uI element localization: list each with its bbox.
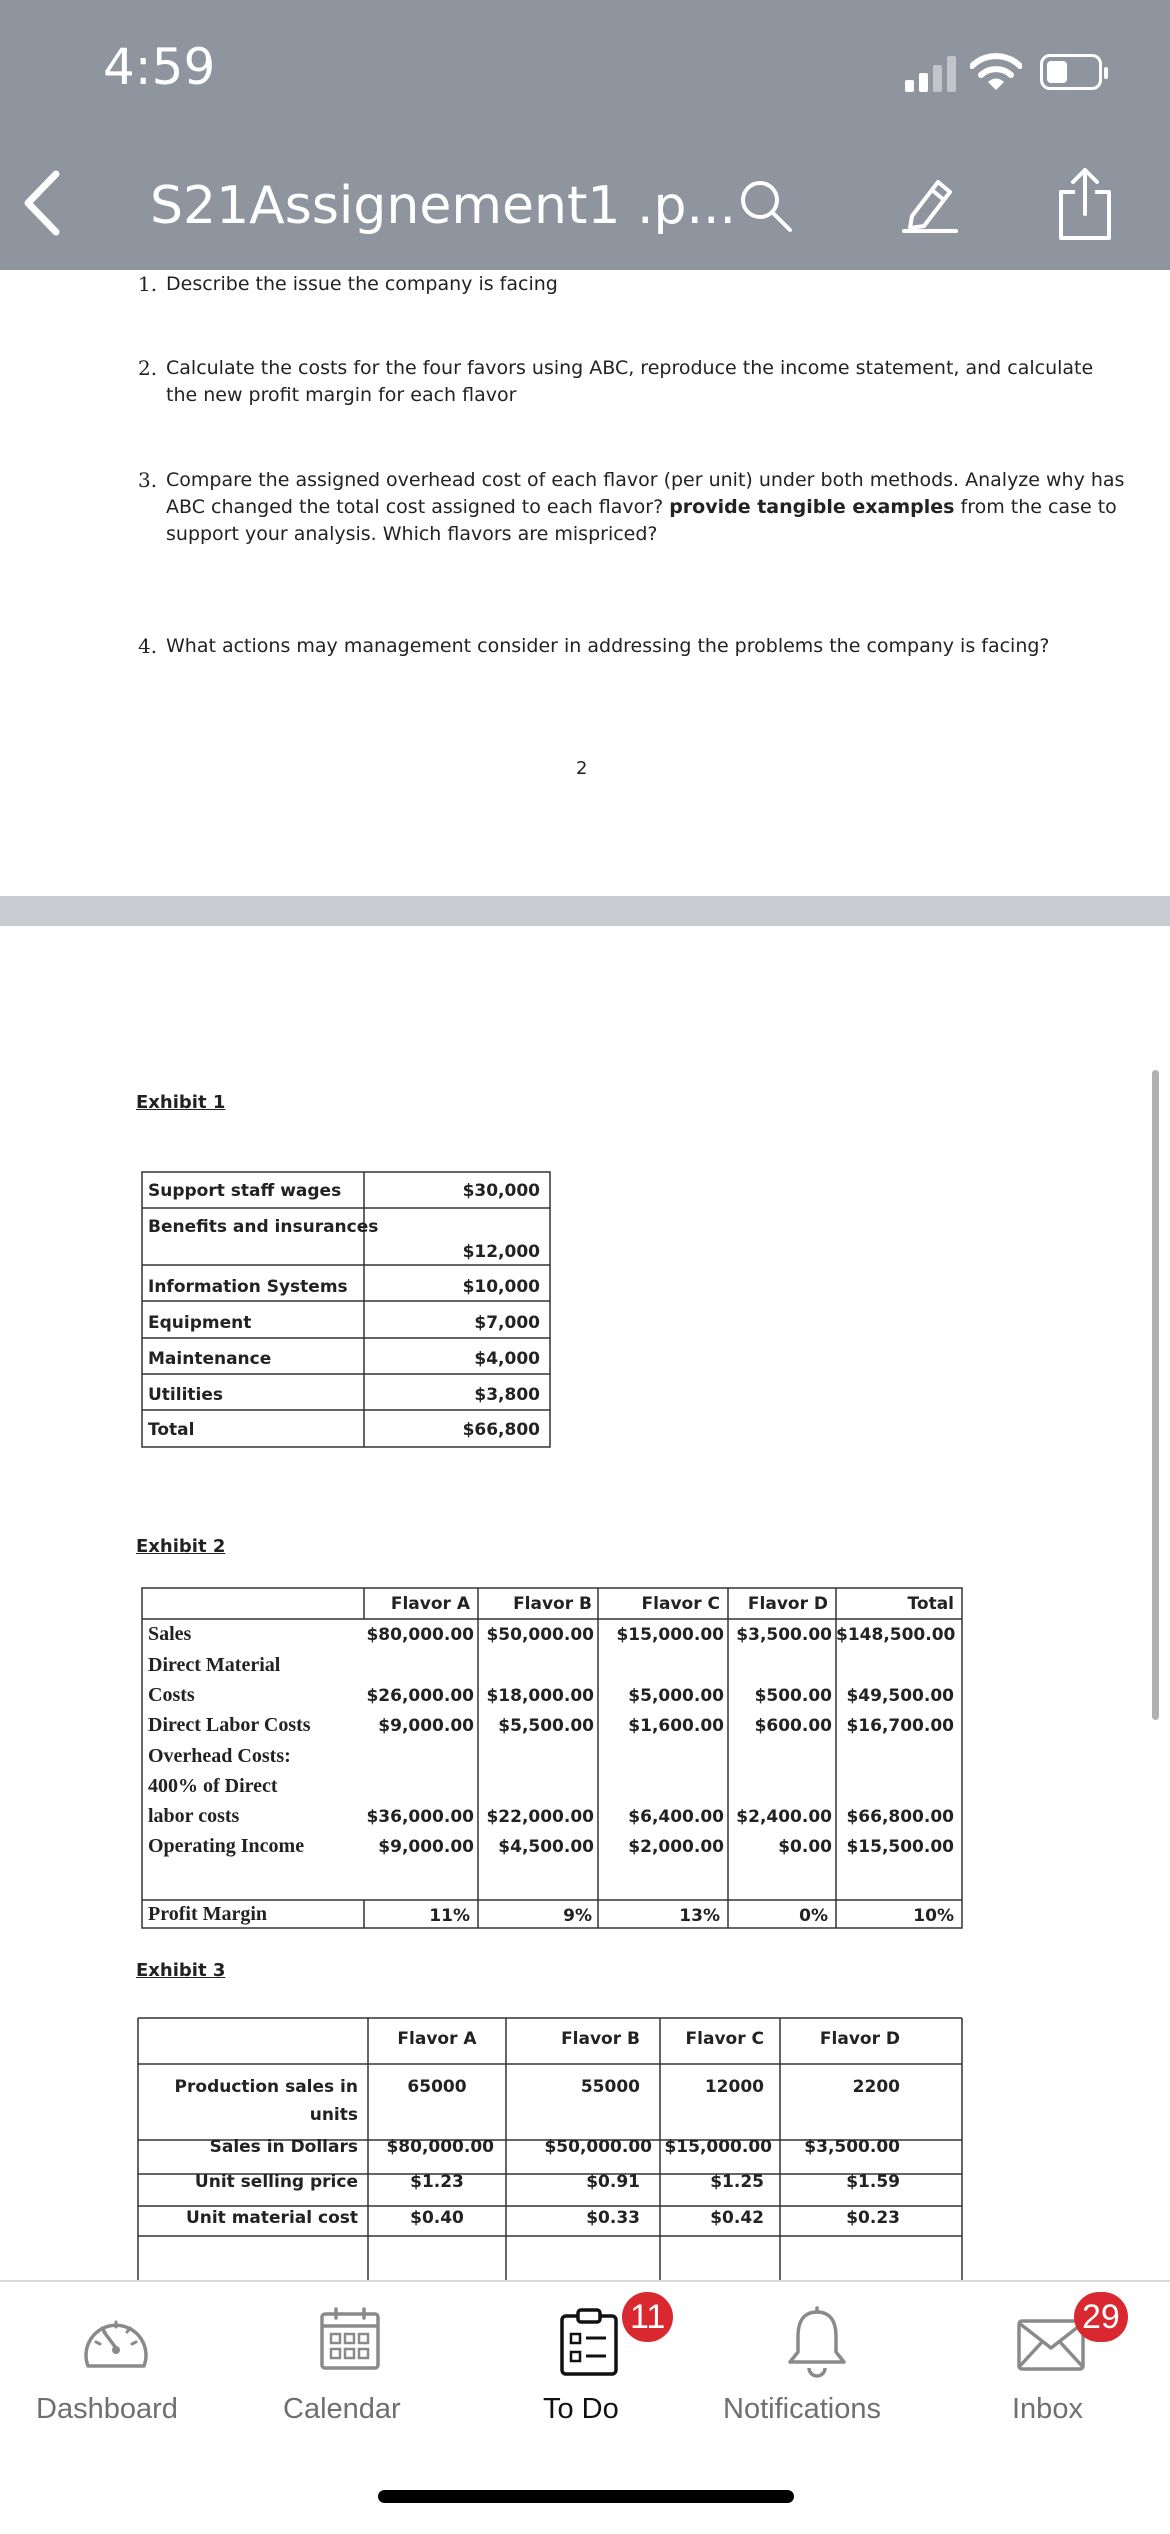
table-cell-value: $5,000.00: [628, 1686, 724, 1706]
todo-badge: 11: [622, 2292, 673, 2342]
table-cell-value: $18,000.00: [486, 1686, 594, 1706]
question-number: 3.: [138, 468, 158, 492]
table-cell-value: $0.42: [710, 2208, 764, 2228]
table-cell-value: $0.00: [778, 1837, 832, 1857]
table-cell-value: $1.25: [710, 2172, 764, 2192]
table-cell-value: 11%: [429, 1906, 470, 1926]
table-cell-value: $2,000.00: [628, 1837, 724, 1857]
table-cell-value: 10%: [913, 1906, 954, 1926]
table-cell-value: 2200: [852, 2077, 900, 2097]
question-text: Describe the issue the company is facing: [166, 273, 558, 295]
row-label: Direct Labor Costs: [148, 1714, 311, 1736]
question-text: Compare the assigned overhead cost of each flavor (per unit) under both methods. Analyze why has ABC changed the total cost assigned to each flavor? provide tangible examples from the case to support your analysis. Which flavors are mispriced?: [166, 469, 1125, 545]
exhibit-2-title: Exhibit 2: [136, 1536, 226, 1557]
table-cell-value: $12,000: [462, 1242, 540, 1262]
table-cell-value: $15,000.00: [664, 2137, 772, 2157]
table-cell-value: $148,500.00: [836, 1625, 956, 1645]
row-label: units: [309, 2105, 358, 2125]
column-header: Flavor D: [747, 1594, 828, 1614]
table-cell-label: Maintenance: [148, 1349, 272, 1369]
table-cell-value: 0%: [799, 1906, 828, 1926]
todo-list-icon: [558, 2308, 620, 2378]
table-cell-label: Total: [148, 1420, 195, 1440]
table-cell-value: $66,800.00: [846, 1807, 954, 1827]
table-cell-value: $50,000.00: [486, 1625, 594, 1645]
row-label: Unit selling price: [194, 2172, 358, 2192]
column-header: Flavor A: [390, 1594, 470, 1614]
table-cell-value: $2,400.00: [736, 1807, 832, 1827]
question-number: 1.: [138, 272, 158, 296]
table-cell-label: Utilities: [148, 1385, 224, 1405]
table-cell-value: $500.00: [754, 1686, 832, 1706]
row-label: Profit Margin: [148, 1903, 268, 1925]
dashboard-gauge-icon: [80, 2312, 152, 2372]
row-label: Costs: [148, 1684, 195, 1706]
row-label: Unit material cost: [185, 2208, 358, 2228]
table-cell-value: $0.33: [586, 2208, 640, 2228]
table-cell-label: Equipment: [148, 1313, 252, 1333]
table-cell-value: $1.23: [410, 2172, 464, 2192]
document-title: S21Assignement1 .p...: [150, 176, 737, 236]
row-label: Sales: [148, 1623, 192, 1645]
table-cell-value: $0.40: [410, 2208, 464, 2228]
calendar-icon: [318, 2306, 382, 2372]
table-cell-value: $5,500.00: [498, 1716, 594, 1736]
table-cell-value: $4,500.00: [498, 1837, 594, 1857]
page-number: 2: [576, 758, 588, 779]
table-cell-value: $1,600.00: [628, 1716, 724, 1736]
tab-label: Notifications: [723, 2393, 881, 2425]
table-cell-value: $3,500.00: [804, 2137, 900, 2157]
row-label: Operating Income: [148, 1835, 305, 1857]
column-header: Flavor B: [513, 1594, 592, 1614]
table-cell-label: Benefits and insurances: [148, 1217, 379, 1237]
column-header: Flavor C: [641, 1594, 720, 1614]
tab-label: Dashboard: [36, 2393, 178, 2425]
table-cell-value: $16,700.00: [846, 1716, 954, 1736]
tab-label: To Do: [543, 2393, 619, 2425]
table-cell-value: $10,000: [462, 1277, 540, 1297]
table-cell-value: 13%: [679, 1906, 720, 1926]
column-header: Flavor D: [819, 2029, 900, 2049]
table-cell-value: $4,000: [474, 1349, 540, 1369]
table-cell-value: 55000: [580, 2077, 640, 2097]
exhibit-3-title: Exhibit 3: [136, 1960, 226, 1981]
table-cell-value: $9,000.00: [378, 1837, 474, 1857]
table-cell-value: $3,500.00: [736, 1625, 832, 1645]
scrollbar-thumb[interactable]: [1152, 1070, 1159, 1720]
table-cell-value: $600.00: [754, 1716, 832, 1736]
table-cell-value: $80,000.00: [366, 1625, 474, 1645]
table-cell-value: $9,000.00: [378, 1716, 474, 1736]
status-time: 4:59: [103, 38, 216, 96]
row-label: Production sales in: [174, 2077, 358, 2097]
question-number: 2.: [138, 356, 158, 380]
table-cell-value: $30,000: [462, 1181, 540, 1201]
table-cell-value: 9%: [563, 1906, 592, 1926]
home-indicator[interactable]: [378, 2490, 794, 2503]
question-number: 4.: [138, 634, 158, 658]
question-text: What actions may management consider in addressing the problems the company is facing?: [166, 635, 1050, 657]
table-cell-value: $50,000.00: [544, 2137, 652, 2157]
table-cell-value: 65000: [407, 2077, 467, 2097]
table-cell-value: $15,000.00: [616, 1625, 724, 1645]
table-cell-value: 12000: [704, 2077, 764, 2097]
column-header: Flavor B: [561, 2029, 640, 2049]
column-header: Flavor A: [397, 2029, 477, 2049]
row-label: labor costs: [148, 1805, 240, 1827]
tab-label: Calendar: [283, 2393, 401, 2425]
inbox-badge: 29: [1074, 2292, 1128, 2342]
row-label: Direct Material: [148, 1654, 281, 1676]
table-cell-value: $0.91: [586, 2172, 640, 2192]
table-cell-label: Information Systems: [148, 1277, 348, 1297]
row-label: Overhead Costs:: [148, 1745, 291, 1767]
table-cell-value: $66,800: [462, 1420, 540, 1440]
table-cell-value: $49,500.00: [846, 1686, 954, 1706]
bell-icon: [784, 2306, 850, 2378]
table-cell-value: $6,400.00: [628, 1807, 724, 1827]
column-header: Total: [907, 1594, 954, 1614]
exhibit-1-title: Exhibit 1: [136, 1092, 226, 1113]
table-cell-value: $7,000: [474, 1313, 540, 1333]
table-cell-value: $1.59: [846, 2172, 900, 2192]
table-cell-value: $26,000.00: [366, 1686, 474, 1706]
table-cell-label: Support staff wages: [148, 1181, 342, 1201]
table-cell-value: $80,000.00: [386, 2137, 494, 2157]
table-cell-value: $0.23: [846, 2208, 900, 2228]
row-label: 400% of Direct: [148, 1775, 278, 1797]
table-cell-value: $36,000.00: [366, 1807, 474, 1827]
table-cell-value: $22,000.00: [486, 1807, 594, 1827]
question-text: Calculate the costs for the four favors using ABC, reproduce the income statement, and calculate the new profit margin for each flavor: [166, 357, 1094, 406]
row-label: Sales in Dollars: [209, 2137, 358, 2157]
tab-label: Inbox: [1012, 2393, 1083, 2425]
table-cell-value: $15,500.00: [846, 1837, 954, 1857]
column-header: Flavor C: [685, 2029, 764, 2049]
table-cell-value: $3,800: [474, 1385, 540, 1405]
